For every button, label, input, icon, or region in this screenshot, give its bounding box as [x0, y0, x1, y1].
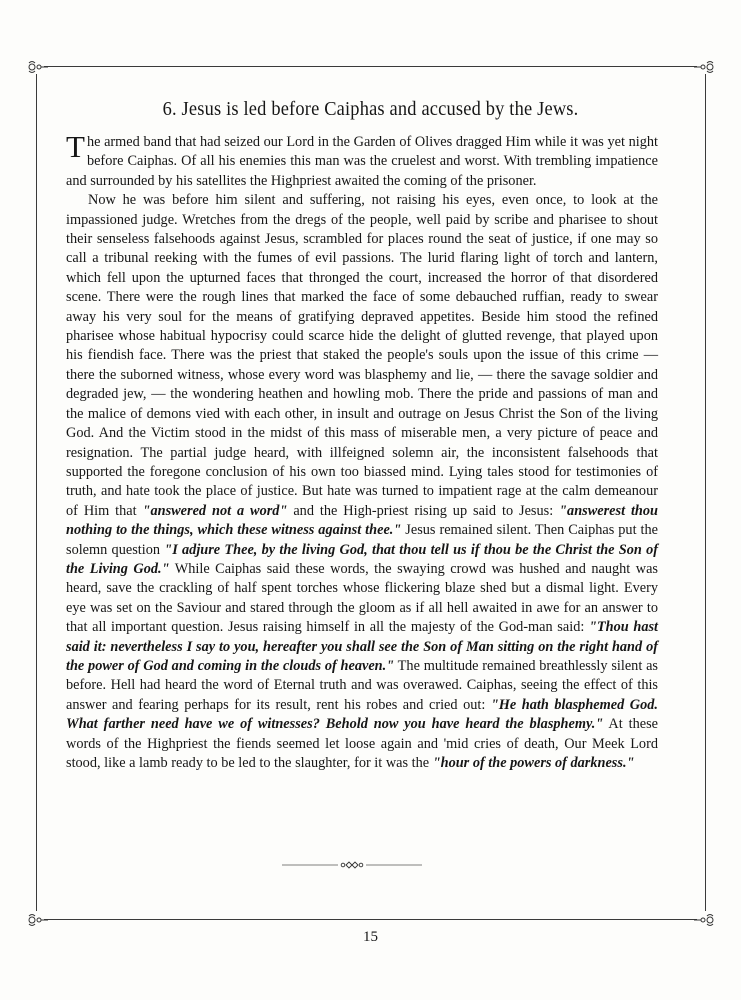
- flourish-corner-icon: [26, 58, 48, 76]
- paragraph-2-segment: Jesus remained silent. Then Caiphas put the solemn question: [66, 522, 658, 558]
- frame-bottom-rule: [44, 919, 697, 920]
- drop-cap: T: [66, 129, 85, 164]
- scroll-divider-icon: [282, 860, 422, 870]
- paragraph-2-segment: Now he was before him silent and suffering, not raising his eyes, even once, to look at the impassioned judge. Wretches from the dregs of the people, well paid by scribe and pharisee to shout their senseless falsehoods against Jesus, scrambled for places round the seat of justice, if one may so call a tribunal reeking with the fumes of evil passions. The lurid flaring light of torch and lantern, which fell upon the upturned faces that thronged the court, increased the horror of that disordered scene. There were the rough lines that marked the face of some debauched ruffian, ready to swear away his very soul for the means of gratifying depraved appetites. Beside him stood the refined pharisee whose habitual hypocrisy could scarce hide the delight of glutted revenge, that played upon his fiendish face. There was the priest that staked the people's souls upon the issue of this crime — there the suborned witness, whose every word was blasphemy and lie, — there the savage soldier and degraded jew, — the wondering heathen and howling mob. There the pride and passions of man and the malice of demons vied with each other, in insult and outrage on Jesus Christ the Son of the living God. And the Victim stood in the midst of this mass of miserable men, a very picture of peace and resignation. The partial judge heard, with illfeigned solemn air, the inconsistent falsehoods that supported the foregone conclusion of his own too biassed mind. Lying tales stood for testimonies of truth, and hate took the place of justice. But hate was turned to impatient rage at the calm demeanour of Him that: [66, 192, 658, 519]
- flourish-corner-icon: [694, 58, 716, 76]
- paragraph-2-segment: and the High-priest rising up said to Jesus:: [287, 502, 560, 519]
- paragraph-2-segment: At these words of the Highpriest the fiends seemed let loose again and 'mid cries of death, Our Meek Lord stood, like a lamb ready to be led to the slaughter, for it was the: [66, 716, 658, 771]
- paragraph-1: [66, 129, 658, 191]
- body-text: [66, 129, 659, 773]
- scripture-quote: "answered not a word": [142, 502, 288, 519]
- scripture-quote: "I adjure Thee, by the living God, that thou tell us if thou be the Christ the Son of the Living God.": [66, 541, 658, 577]
- frame-top-rule: [44, 66, 697, 67]
- paragraph-1-text: he armed band that had seized our Lord in the Garden of Olives dragged Him while it was yet night before Caiphas. Of all his enemies this man was the cruelest and worst. With trembling impatience and surrounded by his satellites the Highpriest awaited the coming of the prisoner.: [66, 134, 658, 189]
- frame-right-rule: [705, 74, 706, 911]
- scripture-quote: "Thou hast said it: nevertheless I say to you, hereafter you shall see the Son of Man sitting on the right hand of the power of God and coming in the clouds of heaven.": [66, 619, 659, 674]
- paragraph-2-segment: While Caiphas said these words, the swaying crowd was hushed and naught was heard, save the crackling of half spent torches whose flickering blaze shed but a dismal light. Every eye was set on the Saviour and stared through the gloom as if all hell awaited in awe for an answer to that all important question. Jesus raising himself in all the majesty of the God-man said:: [66, 560, 658, 636]
- page-number: 15: [363, 929, 378, 945]
- paragraph-2: [66, 191, 658, 773]
- frame-left-rule: [36, 74, 37, 911]
- flourish-corner-icon: [26, 911, 48, 929]
- scripture-quote: "hour of the powers of darkness.": [432, 755, 635, 771]
- flourish-corner-icon: [694, 911, 716, 929]
- scripture-quote: "He hath blasphemed God. What farther need have we of witnesses? Behold now you have heard the blasphemy.": [66, 696, 658, 733]
- chapter-heading: 6. Jesus is led before Caiphas and accused by the Jews.: [162, 98, 579, 120]
- scripture-quote: "answerest thou nothing to the things, which these witness against thee.": [66, 502, 658, 539]
- paragraph-2-segment: The multitude remained breathlessly silent as before. Hell had heard the word of Eternal truth and was overawed. Caiphas, seeing the effect of this answer and fearing perhaps for its result, rent his robes and cried out:: [66, 657, 658, 713]
